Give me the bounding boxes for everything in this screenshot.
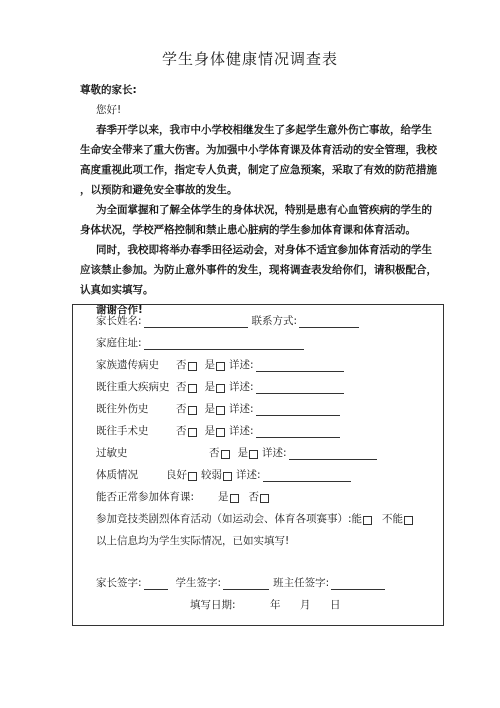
yes-label: 是 bbox=[218, 491, 229, 503]
injury-no-checkbox[interactable] bbox=[188, 406, 197, 415]
parent-name-label: 家长姓名: bbox=[96, 315, 142, 327]
fill-date-label: 填写日期: bbox=[190, 599, 236, 611]
competitive-cannot-checkbox[interactable] bbox=[404, 516, 413, 525]
pe-normal-yes-checkbox[interactable] bbox=[230, 494, 239, 503]
row-competitive bbox=[96, 512, 415, 526]
no-label: 否 bbox=[176, 359, 187, 371]
student-sig-field[interactable] bbox=[223, 578, 269, 590]
month-label: 月 bbox=[300, 599, 311, 611]
physique-detail-field[interactable] bbox=[263, 470, 351, 482]
greeting: 尊敬的家长: bbox=[80, 84, 137, 96]
row-surgery bbox=[96, 424, 344, 438]
allergy-yes-checkbox[interactable] bbox=[249, 450, 258, 459]
physique-good-checkbox[interactable] bbox=[188, 472, 197, 481]
detail-label: 详述: bbox=[229, 403, 254, 415]
teacher-sig-field[interactable] bbox=[331, 578, 385, 590]
row-parent-name bbox=[96, 314, 363, 328]
competitive-can-checkbox[interactable] bbox=[363, 516, 372, 525]
para1-line2: 生命安全带来了重大伤害。为加强中小学体育课及体育活动的安全管理，我校 bbox=[80, 144, 437, 156]
para3-line3: 认真如实填写。 bbox=[80, 284, 154, 296]
surgery-no-checkbox[interactable] bbox=[188, 428, 197, 437]
physique-weak-checkbox[interactable] bbox=[223, 472, 232, 481]
yes-label: 是 bbox=[204, 381, 215, 393]
para3-line1: 同时，我校即将举办春季田径运动会，对身体不适宜参加体育活动的学生 bbox=[96, 244, 432, 256]
detail-label: 详述: bbox=[236, 469, 261, 481]
surgery-label: 既往手术史 bbox=[96, 425, 149, 437]
major-illness-detail-field[interactable] bbox=[256, 382, 344, 394]
major-illness-no-checkbox[interactable] bbox=[188, 384, 197, 393]
parent-name-field[interactable] bbox=[144, 316, 248, 328]
major-illness-yes-checkbox[interactable] bbox=[216, 384, 225, 393]
family-history-label: 家族遗传病史 bbox=[96, 359, 159, 371]
thanks: 谢谢合作! bbox=[96, 304, 143, 316]
surgery-yes-checkbox[interactable] bbox=[216, 428, 225, 437]
para2-line1: 为全面掌握和了解全体学生的身体状况，特别是患有心血管疾病的学生的 bbox=[96, 204, 432, 216]
surgery-detail-field[interactable] bbox=[256, 426, 340, 438]
family-history-detail-field[interactable] bbox=[256, 360, 344, 372]
injury-detail-field[interactable] bbox=[256, 404, 340, 416]
para1-line3: 高度重视此项工作，指定专人负责，制定了应急预案，采取了有效的防范措施 bbox=[80, 164, 437, 176]
row-physique bbox=[96, 468, 355, 482]
detail-label: 详述: bbox=[229, 359, 254, 371]
yes-label: 是 bbox=[204, 359, 215, 371]
truth-statement: 以上信息均为学生实际情况，已如实填写! bbox=[96, 535, 290, 547]
address-field[interactable] bbox=[144, 338, 304, 350]
detail-label: 详述: bbox=[262, 447, 287, 459]
row-truth bbox=[96, 534, 289, 548]
cannot-label: 不能 bbox=[382, 513, 404, 525]
allergy-detail-field[interactable] bbox=[289, 448, 377, 460]
row-signatures bbox=[96, 576, 389, 590]
row-family-history bbox=[96, 358, 348, 372]
para1-line4: ，以预防和避免安全事故的发生。 bbox=[80, 184, 238, 196]
competitive-label: 参加竞技类剧烈体育活动（如运动会、体育各项赛事）: bbox=[96, 513, 352, 525]
physique-label: 体质情况 bbox=[96, 469, 138, 481]
injury-label: 既往外伤史 bbox=[96, 403, 149, 415]
hello: 您好! bbox=[96, 104, 122, 116]
para2-line2: 身体状况，学校严格控制和禁止患心脏病的学生参加体育课和体育活动。 bbox=[80, 224, 416, 236]
row-address bbox=[96, 336, 308, 350]
row-major-illness bbox=[96, 380, 348, 394]
row-allergy bbox=[96, 446, 381, 460]
detail-label: 详述: bbox=[229, 425, 254, 437]
allergy-no-checkbox[interactable] bbox=[221, 450, 230, 459]
pe-normal-no-checkbox[interactable] bbox=[260, 494, 269, 503]
no-label: 否 bbox=[209, 447, 220, 459]
teacher-sig-label: 班主任签字: bbox=[273, 577, 330, 589]
good-label: 良好 bbox=[166, 469, 187, 481]
yes-label: 是 bbox=[204, 403, 215, 415]
address-label: 家庭住址: bbox=[96, 337, 142, 349]
no-label: 否 bbox=[248, 491, 259, 503]
parent-sig-label: 家长签字: bbox=[96, 577, 142, 589]
major-illness-label: 既往重大疾病史 bbox=[96, 381, 170, 393]
family-history-yes-checkbox[interactable] bbox=[216, 362, 225, 371]
para3-line2: 应该禁止参加。为防止意外事件的发生，现将调查表发给你们，请积极配合， bbox=[80, 264, 437, 276]
no-label: 否 bbox=[176, 425, 187, 437]
weak-label: 较弱 bbox=[201, 469, 222, 481]
page-title: 学生身体健康情况调查表 bbox=[161, 50, 338, 68]
family-history-no-checkbox[interactable] bbox=[188, 362, 197, 371]
pe-normal-label: 能否正常参加体育课: bbox=[96, 491, 195, 503]
year-label: 年 bbox=[270, 599, 281, 611]
para1-line1: 春季开学以来，我市中小学校相继发生了多起学生意外伤亡事故，给学生 bbox=[96, 124, 432, 136]
yes-label: 是 bbox=[204, 425, 215, 437]
can-label: 能 bbox=[351, 513, 363, 525]
row-date bbox=[190, 598, 341, 612]
injury-yes-checkbox[interactable] bbox=[216, 406, 225, 415]
detail-label: 详述: bbox=[229, 381, 254, 393]
yes-label: 是 bbox=[237, 447, 248, 459]
student-sig-label: 学生签字: bbox=[175, 577, 222, 589]
parent-sig-field[interactable] bbox=[144, 578, 168, 590]
row-injury bbox=[96, 402, 344, 416]
no-label: 否 bbox=[176, 381, 187, 393]
allergy-label: 过敏史 bbox=[96, 447, 128, 459]
day-label: 日 bbox=[330, 599, 341, 611]
contact-label: 联系方式: bbox=[251, 315, 298, 327]
no-label: 否 bbox=[176, 403, 187, 415]
contact-field[interactable] bbox=[299, 316, 359, 328]
row-pe-normal bbox=[96, 490, 271, 504]
